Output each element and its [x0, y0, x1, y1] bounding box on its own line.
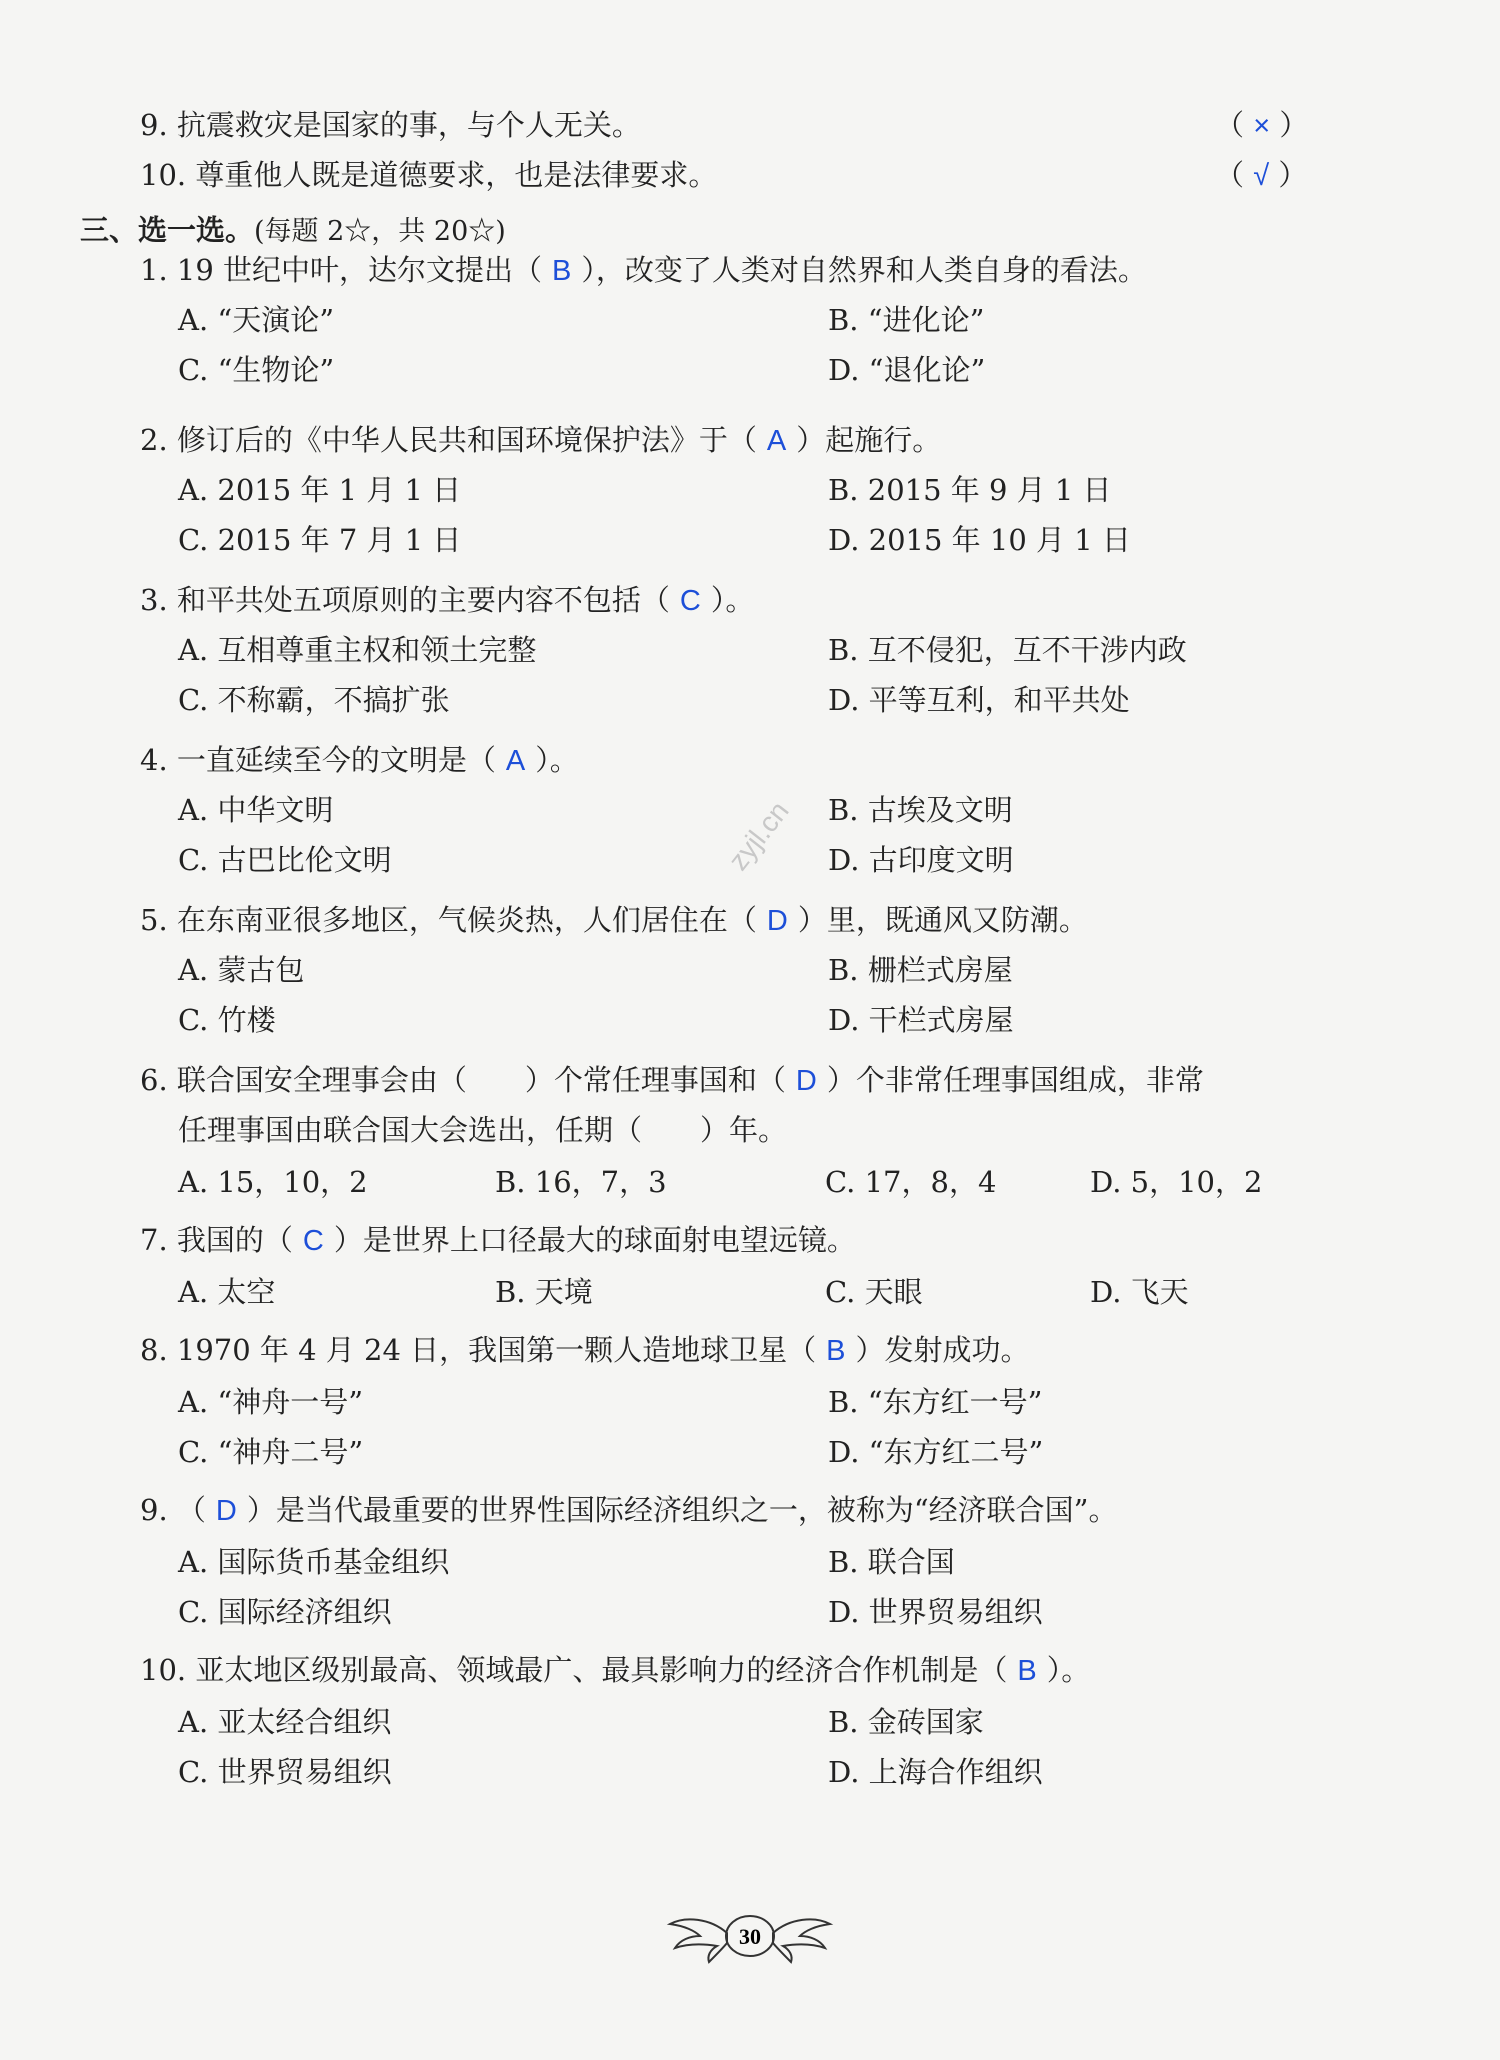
option-b: B. 16，7，3 [495, 1165, 667, 1199]
option-b: B. 联合国 [828, 1545, 955, 1579]
question-8 [140, 1330, 1030, 1371]
tf-item-10 [140, 155, 717, 195]
question-stem: 9. （ [140, 1493, 206, 1527]
question-stem-end: ）起施行。 [796, 423, 942, 457]
answer-mark: × [1253, 110, 1271, 142]
option-b: B. “东方红一号” [828, 1385, 1043, 1419]
option-a: A. 15，10，2 [178, 1165, 368, 1199]
option-c: C. 世界贸易组织 [178, 1755, 392, 1789]
question-6 [140, 1060, 1204, 1101]
question-stem: 7. 我国的（ [140, 1223, 293, 1257]
option-d: D. 干栏式房屋 [828, 1003, 1014, 1037]
option-d: D. 古印度文明 [828, 843, 1014, 877]
option-d: D. 平等互利，和平共处 [828, 683, 1130, 717]
answer-mark: B [1017, 1655, 1037, 1687]
question-2 [140, 420, 941, 461]
option-a: A. 亚太经合组织 [178, 1705, 392, 1739]
option-a: A. 蒙古包 [178, 953, 305, 987]
question-stem-end: ）。 [1046, 1653, 1091, 1687]
answer-mark: B [826, 1335, 846, 1367]
question-stem-end: ）个非常任理事国组成，非常 [826, 1063, 1204, 1097]
option-b: B. 2015 年 9 月 1 日 [828, 473, 1112, 507]
option-a: A. 互相尊重主权和领土完整 [178, 633, 537, 667]
option-a: A. 太空 [178, 1275, 276, 1309]
page-number: 30 [739, 1924, 761, 1949]
question-stem-end: ），改变了人类对自然界和人类自身的看法。 [581, 253, 1147, 287]
answer-mark: A [505, 745, 526, 777]
option-c: C. “生物论” [178, 353, 335, 387]
answer-mark: √ [1253, 160, 1270, 192]
option-b: B. 互不侵犯，互不干涉内政 [828, 633, 1187, 667]
option-d: D. 世界贸易组织 [828, 1595, 1043, 1629]
answer-mark: D [795, 1065, 817, 1097]
option-b: B. 栅栏式房屋 [828, 953, 1013, 987]
option-a: A. “天演论” [178, 303, 335, 337]
question-stem-end: ）发射成功。 [855, 1333, 1030, 1367]
answer-mark: D [766, 905, 788, 937]
question-stem: 10. 亚太地区级别最高、领域最广、最具影响力的经济合作机制是（ [140, 1653, 1008, 1687]
answer-mark: A [766, 425, 787, 457]
watermark: zyjl.cn [722, 795, 795, 876]
option-c: C. 2015 年 7 月 1 日 [178, 523, 462, 557]
answer-mark: B [552, 255, 572, 287]
option-d: D. 2015 年 10 月 1 日 [828, 523, 1131, 557]
tf-question-text: 9. 抗震救灾是国家的事，与个人无关。 [140, 108, 641, 142]
question-1 [140, 250, 1147, 291]
question-stem-end: ）。 [535, 743, 579, 777]
option-a: A. 2015 年 1 月 1 日 [178, 473, 462, 507]
option-b: B. 天境 [495, 1275, 593, 1309]
tf-answer-10: （ √ ） [1215, 158, 1308, 192]
tf-question-text: 10. 尊重他人既是道德要求，也是法律要求。 [140, 158, 718, 192]
question-stem-end: ）是当代最重要的世界性国际经济组织之一，被称为“经济联合国”。 [246, 1493, 1118, 1527]
question-stem: 2. 修订后的《中华人民共和国环境保护法》于（ [140, 423, 757, 457]
option-c: C. 不称霸，不搞扩张 [178, 683, 450, 717]
option-b: B. 古埃及文明 [828, 793, 1013, 827]
option-a: A. “神舟一号” [178, 1385, 364, 1419]
question-stem-end: ）里，既通风又防潮。 [797, 903, 1088, 937]
option-c: C. 古巴比伦文明 [178, 843, 392, 877]
option-b: B. 金砖国家 [828, 1705, 984, 1739]
question-stem: 3. 和平共处五项原则的主要内容不包括（ [140, 583, 670, 617]
option-a: A. 国际货币基金组织 [178, 1545, 450, 1579]
question-10 [140, 1650, 1090, 1691]
question-9 [140, 1490, 1118, 1531]
option-d: D. 5，10，2 [1090, 1165, 1263, 1199]
page-footer [0, 1898, 1500, 1968]
section-note: (每题 2☆，共 20☆) [254, 216, 506, 247]
option-d: D. 上海合作组织 [828, 1755, 1043, 1789]
section-title: 三、选一选。 [80, 213, 255, 247]
option-c: C. 国际经济组织 [178, 1595, 392, 1629]
option-c: C. 天眼 [825, 1275, 923, 1309]
option-d: D. “东方红二号” [828, 1435, 1044, 1469]
wing-ornament-icon [665, 1898, 835, 1968]
question-stem: 5. 在东南亚很多地区，气候炎热，人们居住在（ [140, 903, 757, 937]
answer-mark: D [215, 1495, 237, 1527]
question-continuation: 任理事国由联合国大会选出，任期（ ）年。 [178, 1113, 788, 1147]
tf-answer-9: （ × ） [1215, 108, 1309, 142]
option-c: C. 竹楼 [178, 1003, 276, 1037]
tf-item-9 [140, 105, 641, 145]
question-stem-end: ）。 [710, 583, 755, 617]
option-c: C. “神舟二号” [178, 1435, 364, 1469]
question-5 [140, 900, 1088, 941]
option-b: B. “进化论” [828, 303, 985, 337]
question-4 [140, 740, 579, 781]
question-stem: 6. 联合国安全理事会由（ ）个常任理事国和（ [140, 1063, 786, 1097]
option-d: D. 飞天 [1090, 1275, 1189, 1309]
section-heading [80, 210, 506, 252]
question-7 [140, 1220, 856, 1261]
question-stem: 8. 1970 年 4 月 24 日，我国第一颗人造地球卫星（ [140, 1333, 817, 1367]
answer-mark: C [679, 585, 701, 617]
question-3 [140, 580, 754, 621]
question-stem: 4. 一直延续至今的文明是（ [140, 743, 496, 777]
option-a: A. 中华文明 [178, 793, 334, 827]
option-c: C. 17，8，4 [825, 1165, 997, 1199]
answer-mark: C [302, 1225, 324, 1257]
option-d: D. “退化论” [828, 353, 986, 387]
question-stem: 1. 19 世纪中叶，达尔文提出（ [140, 253, 543, 287]
question-stem-end: ）是世界上口径最大的球面射电望远镜。 [333, 1223, 856, 1257]
